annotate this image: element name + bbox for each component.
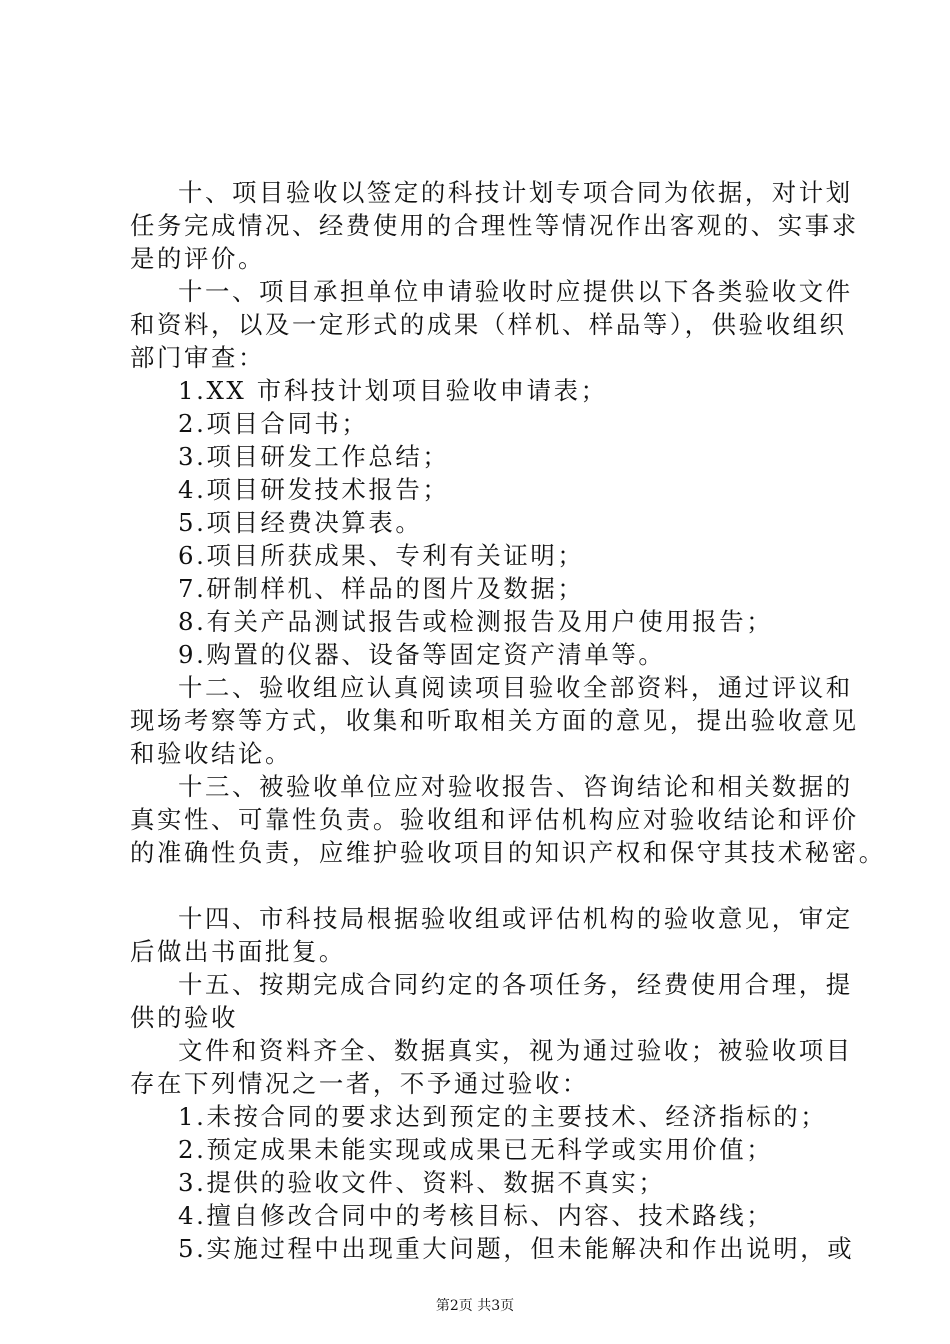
- text-line: 十一、项目承担单位申请验收时应提供以下各类验收文件: [178, 277, 853, 306]
- text-line: 的准确性负责，应维护验收项目的知识产权和保守其技术秘密。: [130, 838, 886, 867]
- text-line: 真实性、可靠性负责。验收组和评估机构应对验收结论和评价: [130, 805, 859, 834]
- text-line: 十五、按期完成合同约定的各项任务，经费使用合理，提: [178, 970, 853, 999]
- list-item: 2.项目合同书；: [178, 409, 369, 438]
- text-line: 十二、验收组应认真阅读项目验收全部资料，通过评议和: [178, 673, 853, 702]
- list-item: 2.预定成果未能实现或成果已无科学或实用价值；: [178, 1135, 774, 1164]
- text-line: 存在下列情况之一者，不予通过验收：: [130, 1069, 589, 1098]
- text-line: 现场考察等方式，收集和听取相关方面的意见，提出验收意见: [130, 706, 859, 735]
- text-line: 十四、市科技局根据验收组或评估机构的验收意见，审定: [178, 904, 853, 933]
- text-line: 后做出书面批复。: [130, 937, 346, 966]
- list-item: 5.项目经费决算表。: [178, 508, 423, 537]
- list-item: 4.项目研发技术报告；: [178, 475, 450, 504]
- text-line: 任务完成情况、经费使用的合理性等情况作出客观的、实事求: [130, 211, 859, 240]
- text-line: 供的验收: [130, 1003, 238, 1032]
- page-number-footer: 第2页 共3页: [435, 1298, 515, 1314]
- list-item: 7.研制样机、样品的图片及数据；: [178, 574, 585, 603]
- text-line: 部门审查：: [130, 343, 265, 372]
- text-line: 和资料，以及一定形式的成果（样机、样品等），供验收组织: [130, 310, 847, 339]
- text-line: 和验收结论。: [130, 739, 292, 768]
- list-item: 1.XX 市科技计划项目验收申请表；: [178, 376, 608, 405]
- list-item: 1.未按合同的要求达到预定的主要技术、经济指标的；: [178, 1102, 828, 1131]
- text-line: 文件和资料齐全、数据真实，视为通过验收；被验收项目: [178, 1036, 853, 1065]
- list-item: 6.项目所获成果、专利有关证明；: [178, 541, 585, 570]
- text-line: 是的评价。: [130, 244, 265, 273]
- list-item: 4.擅自修改合同中的考核目标、内容、技术路线；: [178, 1201, 774, 1230]
- list-item: 3.提供的验收文件、资料、数据不真实；: [178, 1168, 666, 1197]
- list-item: 8.有关产品测试报告或检测报告及用户使用报告；: [178, 607, 774, 636]
- list-item: 3.项目研发工作总结；: [178, 442, 450, 471]
- text-line: 十三、被验收单位应对验收报告、咨询结论和相关数据的: [178, 772, 853, 801]
- list-item: 9.购置的仪器、设备等固定资产清单等。: [178, 640, 666, 669]
- list-item: 5.实施过程中出现重大问题，但未能解决和作出说明，或: [178, 1234, 855, 1263]
- text-line: 十、项目验收以签定的科技计划专项合同为依据，对计划: [178, 178, 853, 207]
